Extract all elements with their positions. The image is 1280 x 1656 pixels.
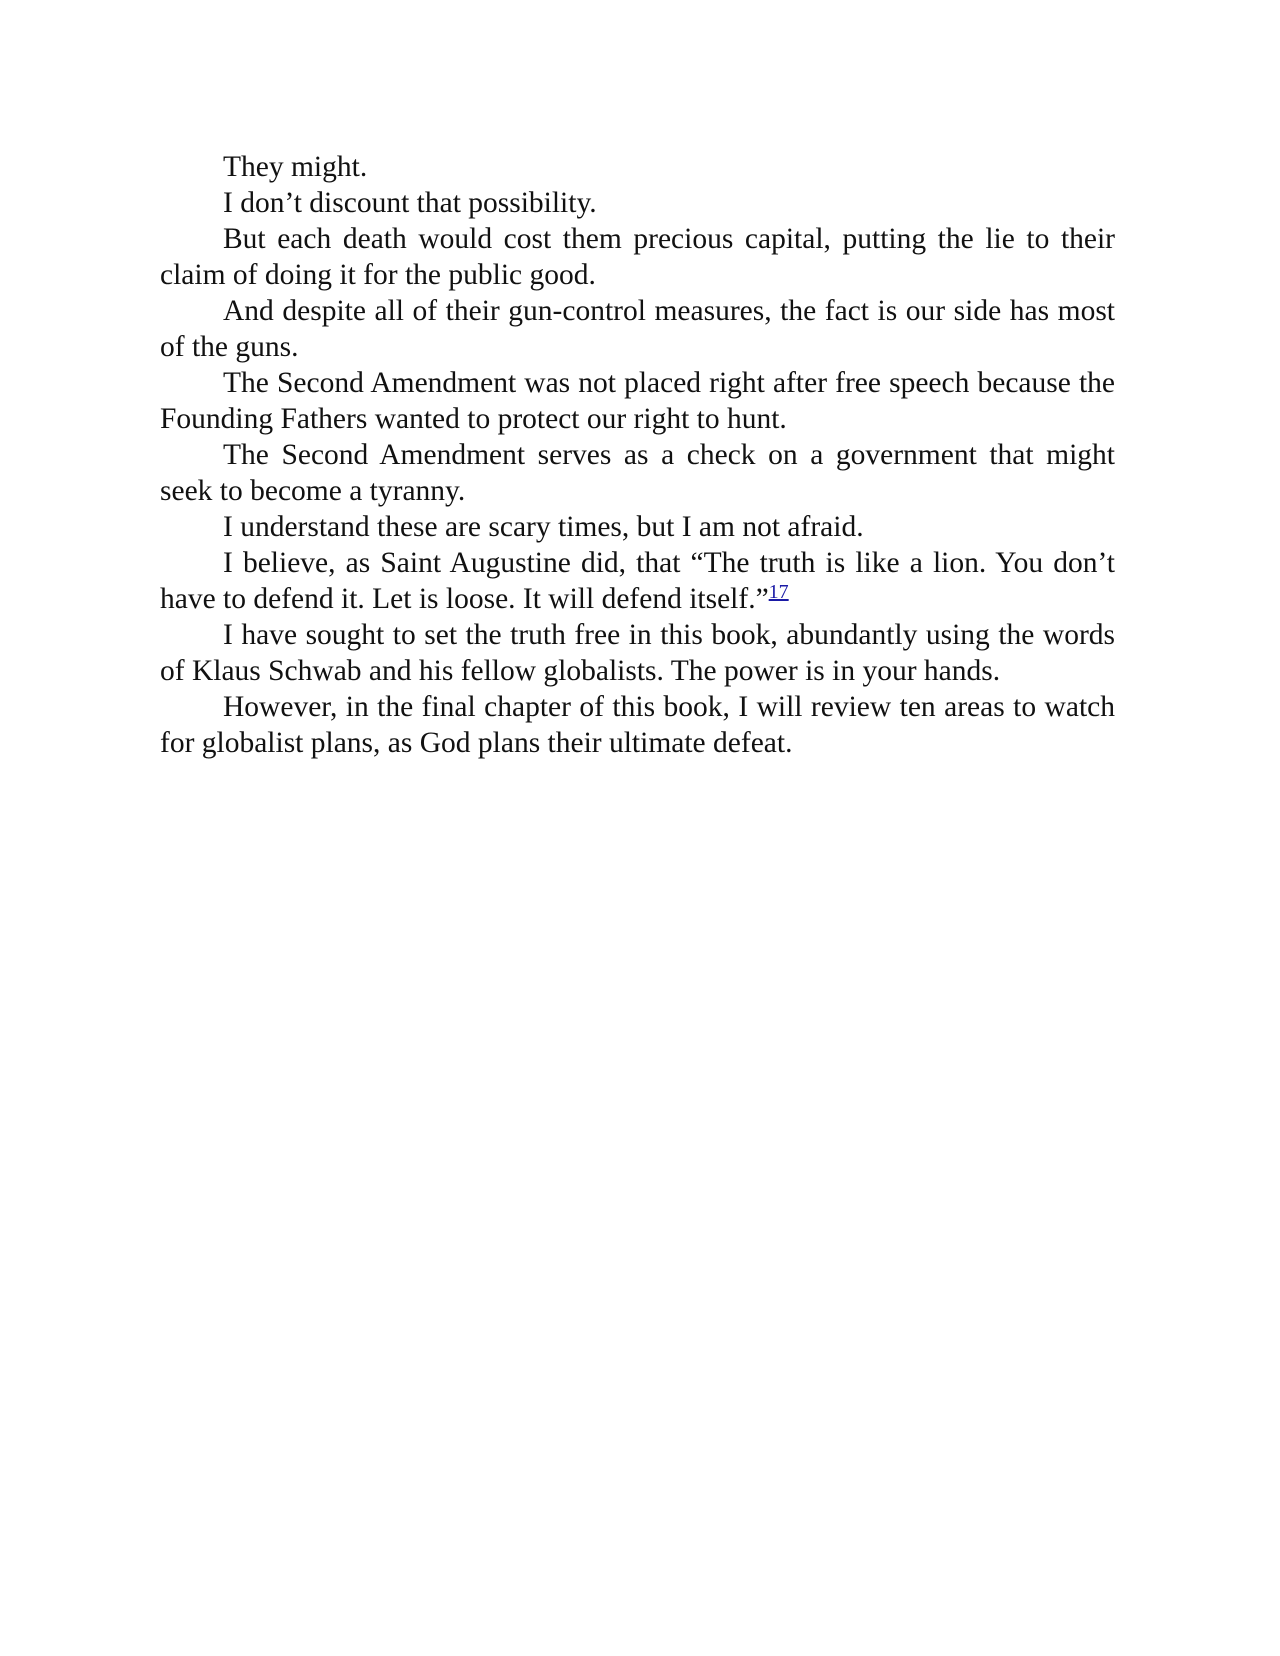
footnote-link[interactable]: 17 xyxy=(768,581,789,603)
paragraph: They might. xyxy=(223,151,368,183)
paragraph: I have sought to set the truth free in this book, abundantly using the words of Klaus Schwab and his fellow globalists. The power is in your hands. xyxy=(160,619,1115,687)
document-page xyxy=(160,149,1115,761)
paragraph: I don’t discount that possibility. xyxy=(223,187,597,219)
paragraph-with-footnote xyxy=(160,545,1115,617)
paragraph: But each death would cost them precious capital, putting the lie to their claim of doing it for the public good. xyxy=(160,223,1115,291)
paragraph: The Second Amendment was not placed right after free speech because the Founding Fathers wanted to protect our right to hunt. xyxy=(160,367,1115,435)
paragraph: I understand these are scary times, but I am not afraid. xyxy=(223,511,864,543)
paragraph: The Second Amendment serves as a check on a government that might seek to become a tyranny. xyxy=(160,439,1115,507)
paragraph: However, in the final chapter of this book, I will review ten areas to watch for globalist plans, as God plans their ultimate defeat. xyxy=(160,691,1115,759)
paragraph-text: I believe, as Saint Augustine did, that “The truth is like a lion. You don’t have to defend it. Let is loose. It will defend itself.” xyxy=(160,547,1115,615)
paragraph: And despite all of their gun-control measures, the fact is our side has most of the guns. xyxy=(160,295,1115,363)
